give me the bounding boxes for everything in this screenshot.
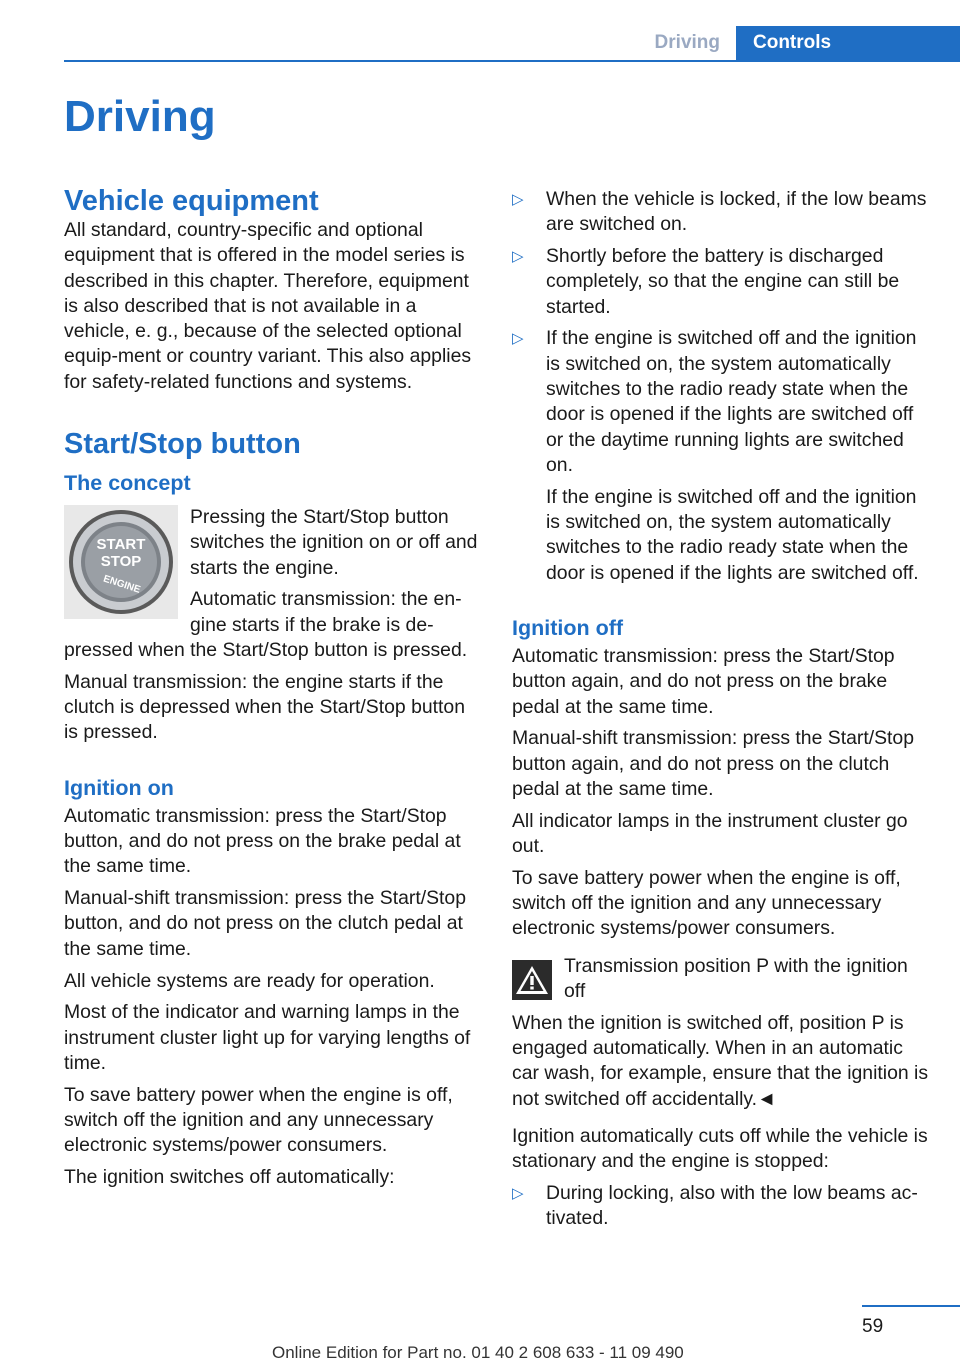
heading-the-concept: The concept <box>64 471 191 496</box>
list-item-text: Shortly before the battery is discharged completely, so that the engine can still be started. <box>546 245 900 318</box>
concept-text-2: Automatic transmission: the en-gine starts if the brake is de-pressed when the Start/Stop button is pressed. <box>64 588 468 662</box>
ignition-on-text-4: Most of the indicator and warning lamps in the instrument cluster light up for varying lengths of time. <box>64 1001 471 1074</box>
list-item <box>512 1181 930 1232</box>
heading-ignition-on: Ignition on <box>64 775 174 800</box>
list-item-text: If the engine is switched off and the ignition is switched on, the system automatically switches to the radio ready state when the door is opened if the lights are switched off or the daytime running lights are switched on. <box>546 327 917 476</box>
button-label-stop: STOP <box>100 553 142 571</box>
list-item <box>512 326 930 478</box>
right-column <box>512 187 930 1238</box>
concept-text-3: Manual transmission: the engine starts if the clutch is depressed when the Start/Stop button is pressed. <box>64 670 465 744</box>
ignition-off-text-4: To save battery power when the engine is off, switch off the ignition and any unnecessary electronic systems/power consumers. <box>512 866 901 940</box>
button-label-engine: ENGINE <box>101 573 142 596</box>
header-tab-driving: Driving <box>654 32 720 53</box>
ignition-off-text-5: Ignition automatically cuts off while the vehicle is stationary and the engine is stopped: <box>512 1125 928 1173</box>
header-rule <box>64 60 960 62</box>
ignition-on-text-2: Manual-shift transmission: press the Start/Stop button, and do not press on the clutch pedal at the same time. <box>64 887 466 960</box>
left-column <box>64 184 482 1197</box>
list-item-text: When the vehicle is locked, if the low beams are switched on. <box>546 188 927 236</box>
heading-vehicle-equipment: Vehicle equipment <box>64 185 319 217</box>
list-item-continuation: If the engine is switched off and the ignition is switched on, the system automatically switches to the radio ready state when the door is opened if the lights are switched off. <box>546 485 919 584</box>
warning-body: When the ignition is switched off, position P is engaged automatically. When in an automatic car wash, for example, ensure that the ignition is not switched off accidentally.◄ <box>512 1011 929 1110</box>
header-tab-controls: Controls <box>736 26 960 62</box>
ignition-on-text-3: All vehicle systems are ready for operation. <box>64 969 435 992</box>
page-number: 59 <box>862 1316 884 1337</box>
list-item-text: During locking, also with the low beams ac-tivated. <box>546 1182 918 1230</box>
bullet-triangle-icon: ▷ <box>512 248 524 266</box>
ignition-on-text-6: The ignition switches off automatically: <box>64 1166 395 1189</box>
heading-ignition-off: Ignition off <box>512 615 624 640</box>
list-item <box>512 244 930 320</box>
bullet-triangle-icon: ▷ <box>512 191 524 208</box>
ignition-off-text-2: Manual-shift transmission: press the Start/Stop button again, and do not press on the clutch pedal at the same time. <box>512 727 914 800</box>
ignition-off-text-3: All indicator lamps in the instrument cluster go out. <box>512 809 908 858</box>
bullet-triangle-icon: ▷ <box>512 1185 524 1203</box>
bullet-triangle-icon: ▷ <box>512 330 524 348</box>
start-stop-button-image <box>64 505 178 619</box>
heading-start-stop: Start/Stop button <box>64 428 301 461</box>
warning-icon <box>512 960 552 1000</box>
ignition-on-text-5: To save battery power when the engine is off, switch off the ignition and any unnecessary electronic systems/power consumers. <box>64 1083 453 1157</box>
warning-title: Transmission position P with the ignition off <box>564 954 908 1003</box>
footer-edition: Online Edition for Part no. 01 40 2 608 633 - 11 09 490 <box>272 1343 684 1362</box>
list-item <box>512 187 930 238</box>
vehicle-equipment-text: All standard, country-specific and optional equipment that is offered in the model series is described in this chapter. Therefore, equipment is also described that is not available in a vehicle, e. g., because of the selected optional equip-ment or country variant. This also applies for safety-related functions and systems. <box>64 219 472 393</box>
ignition-on-text-1: Automatic transmission: press the Start/Stop button, and do not press on the brake pedal at the same time. <box>64 804 461 878</box>
ignition-off-text-1: Automatic transmission: press the Start/Stop button again, and do not press on the brake pedal at the same time. <box>512 644 895 718</box>
warning-block <box>512 954 930 1011</box>
footer-rule <box>862 1305 960 1307</box>
concept-text-1: Pressing the Start/Stop button switches the ignition on or off and starts the engine. <box>190 506 478 579</box>
button-label-start: START <box>96 536 146 554</box>
page-title: Driving <box>64 92 216 141</box>
